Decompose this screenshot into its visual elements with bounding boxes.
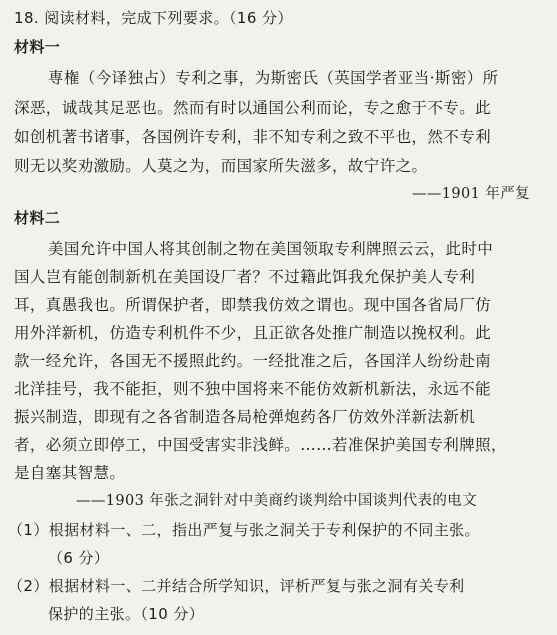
material-one-line: 深恶，诚哉其足恶也。然而有时以通国公利而论，专之愈于不专。此 bbox=[14, 99, 492, 117]
material-one-heading: 材料一 bbox=[14, 38, 61, 56]
question-1-score: （6 分） bbox=[48, 549, 110, 567]
question-title: 18. 阅读材料，完成下列要求。（16 分） bbox=[14, 9, 293, 27]
question-2: （2）根据材料一、二并结合所学知识，评析严复与张之洞有关专利 bbox=[8, 577, 465, 595]
question-2-score: 保护的主张。（10 分） bbox=[48, 605, 205, 623]
material-two-source: ——1903 年张之洞针对中美商约谈判给中国谈判代表的电文 bbox=[76, 493, 478, 509]
material-two-line: 耳，真愚我也。所谓保护者，即禁我仿效之谓也。现中国各省局厂仿 bbox=[14, 296, 492, 314]
material-one-line: 则无以奖劝激励。人莫之为，而国家所失滋多，故宁许之。 bbox=[14, 157, 428, 175]
material-one-source: ——1901 年严复 bbox=[412, 186, 531, 202]
material-two-line: 者，必须立即停工，中国受害实非浅鲜。……若准保护美国专利牌照， bbox=[14, 436, 507, 454]
material-two-line: 是自塞其智慧。 bbox=[14, 464, 126, 482]
material-two-heading: 材料二 bbox=[14, 209, 61, 227]
material-two-line: 北洋挂号，我不能拒，则不独中国将来不能仿效新机新法，永远不能 bbox=[14, 380, 492, 398]
material-two-line: 国人岂有能创制新机在美国设厂者？不过籍此饵我允保护美人专利 bbox=[14, 268, 476, 286]
material-two-line: 款一经允许，各国无不援照此约。一经批准之后，各国洋人纷纷赴南 bbox=[14, 352, 492, 370]
material-one-line: 専権（今译独占）专利之事，为斯密氏（英国学者亚当·斯密）所 bbox=[48, 69, 499, 87]
material-one-line: 如创机著书诸事，各国例许专利，非不知专利之致不平也，然不专利 bbox=[14, 128, 492, 146]
question-1: （1）根据材料一、二，指出严复与张之洞关于专利保护的不同主张。 bbox=[8, 521, 480, 539]
material-two-line: 美国允许中国人将其创制之物在美国领取专利牌照云云，此时中 bbox=[48, 240, 494, 258]
material-two-line: 振兴制造，即现有之各省制造各局枪弹炮药各厂仿效外洋新法新机 bbox=[14, 408, 476, 426]
material-two-line: 用外洋新机，仿造专利机件不少，且正欲各处推广制造以挽权利。此 bbox=[14, 324, 492, 342]
